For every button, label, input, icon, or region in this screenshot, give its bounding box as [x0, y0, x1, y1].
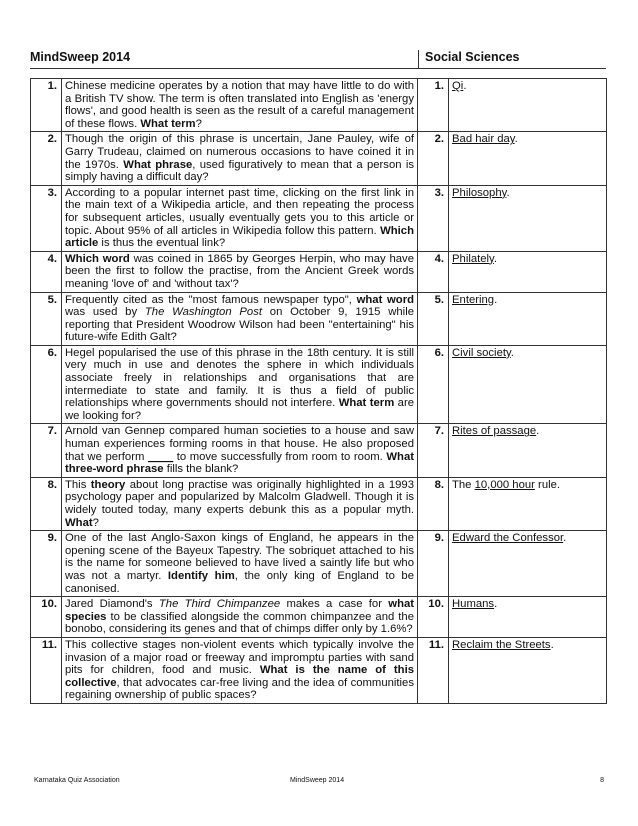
answer-number: 1. [418, 79, 449, 132]
question-text-segment: Arnold van Gennep compared human societies to a house and saw human experiences forming rooms in that house. He also proposed that we perform [65, 425, 414, 463]
question-text-segment: makes a case for [280, 598, 389, 611]
question-text-segment: on October 9, 1915 while reporting that President Woodrow Wilson had been "entertaining" his future-wife Edith Galt? [65, 306, 414, 344]
answer-cell [449, 79, 607, 132]
answer-number: 7. [418, 424, 449, 477]
answer-number: 5. [418, 292, 449, 345]
answer-suffix: . [563, 532, 567, 545]
question-row [31, 424, 607, 477]
question-text-segment: Which word [65, 252, 130, 265]
answer-text: Rites of passage [452, 425, 537, 438]
question-text-segment: According to a popular internet past time, clicking on the first link in the main text of a Wikipedia article, and then repeating the process for subsequent articles, usually eventually gets you to this article or topic. About 95% of all articles in Wikipedia follow this pattern. [65, 186, 414, 237]
answer-cell [449, 531, 607, 597]
answer-text: Edward the Confessor [452, 532, 564, 545]
question-text-segment: fills the blank? [163, 463, 239, 476]
answer-text: Qi [452, 80, 464, 92]
question-text-segment: Chinese medicine operates by a notion that may have little to do with a British TV show. The term is often translated into English as 'energy flows', and good health is seen as the result of a careful management of these flows. [65, 80, 414, 130]
question-row [31, 531, 607, 597]
answer-prefix: The [452, 478, 475, 491]
question-text [62, 597, 418, 638]
question-number: 6. [31, 345, 62, 424]
question-text-segment: , the only king of England to be canonised. [65, 569, 414, 595]
footer-event: MindSweep 2014 [290, 777, 345, 784]
answer-suffix: . [536, 425, 540, 438]
question-text [62, 292, 418, 345]
question-text-segment: ? [195, 117, 202, 130]
question-text [62, 345, 418, 424]
question-row [31, 132, 607, 185]
question-text-segment: The Third Chimpanzee [158, 598, 281, 611]
question-text-segment: Jared Diamond's [65, 598, 159, 611]
header-divider [418, 50, 419, 68]
question-row [31, 637, 607, 703]
answer-suffix: . [494, 598, 498, 611]
question-text [62, 637, 418, 703]
answer-number: 4. [418, 251, 449, 292]
answer-suffix: . [463, 80, 467, 92]
question-text-segment: ? [92, 516, 99, 529]
answer-cell [449, 597, 607, 638]
question-number: 5. [31, 292, 62, 345]
category-title: Social Sciences [425, 50, 520, 64]
question-number: 4. [31, 251, 62, 292]
question-row [31, 185, 607, 251]
question-text-segment: Identify him [167, 569, 235, 582]
question-text-segment: Though the origin of this phrase is uncertain, Jane Pauley, wife of Garry Trudeau, claimed on numerous occasions to have coined it in the 1970s. [65, 133, 414, 171]
question-text-segment: what species [65, 598, 415, 623]
question-text-segment: are we looking for? [65, 397, 414, 422]
question-number: 9. [31, 531, 62, 597]
answer-text: Humans [452, 598, 495, 611]
question-text-segment: Which article [65, 224, 414, 250]
question-row [31, 477, 607, 530]
question-row [31, 79, 607, 132]
question-text-segment: Hegel popularised the use of this phrase in the 18th century. It is still very much in use and denotes the sphere in which individuals associate freely in relationships and organisations that are intermediate to state and family. It is thus a field of public relationships where governments should not interfere. [65, 346, 414, 410]
answer-cell [449, 132, 607, 185]
question-text-segment: about long practise was originally highlighted in a 1993 psychology paper and popularized by Malcolm Gladwell. Though it is widely touted today, many experts debunk this as a popular myth. [65, 478, 414, 516]
question-text-segment: What is the name of this collective [65, 664, 414, 689]
quiz-title: MindSweep 2014 [30, 50, 131, 64]
question-text [62, 531, 418, 597]
question-text-segment: to be classified alongside the common chimpanzee and the bonobo, considering its genes and that of chimps differ only by 1.6%? [65, 610, 414, 636]
answer-suffix: . [493, 252, 498, 265]
question-text-segment: ____ [147, 450, 174, 463]
question-text-segment: was used by [65, 306, 145, 319]
answer-cell [449, 637, 607, 703]
answer-text: Bad hair day [452, 133, 515, 146]
answer-text: Entering [452, 293, 495, 306]
question-text-segment: theory [90, 478, 126, 491]
question-text-segment: , used figuratively to mean that a person is simply having a difficult day? [65, 158, 415, 184]
question-row [31, 597, 607, 638]
question-text-segment: What [65, 516, 93, 529]
answer-number: 8. [418, 477, 449, 530]
answer-cell [449, 292, 607, 345]
answer-number: 10. [418, 597, 449, 638]
question-row [31, 345, 607, 424]
question-number: 10. [31, 597, 62, 638]
answer-cell [449, 345, 607, 424]
question-text-segment: what word [356, 293, 414, 306]
answer-number: 3. [418, 185, 449, 251]
answer-cell [449, 185, 607, 251]
answer-cell [449, 477, 607, 530]
question-text-segment: What term [338, 397, 395, 410]
answer-suffix: . [514, 133, 518, 146]
question-text-segment: One of the last Anglo-Saxon kings of England, he appears in the opening scene of the Bayeux Tapestry. The sobriquet attached to his is the name for someone believed to have lived a saintly life but who was not a martyr. [65, 532, 414, 582]
question-number: 2. [31, 132, 62, 185]
question-number: 1. [31, 79, 62, 132]
question-text-segment: , that advocates car-free living and the idea of communities regaining ownership of public spaces? [65, 676, 414, 702]
answer-text: Reclaim the Streets [452, 638, 551, 651]
question-text-segment: What phrase [123, 158, 193, 171]
answer-number: 9. [418, 531, 449, 597]
question-text [62, 477, 418, 530]
question-table [30, 78, 607, 704]
answer-suffix: . [506, 186, 510, 199]
question-text [62, 185, 418, 251]
answer-text: Philately [452, 252, 494, 265]
answer-text: 10,000 hour [474, 478, 535, 491]
question-text [62, 424, 418, 477]
answer-cell [449, 424, 607, 477]
answer-suffix: rule. [534, 478, 561, 491]
question-text [62, 79, 418, 132]
answer-number: 11. [418, 637, 449, 703]
question-text-segment: The Washington Post [144, 306, 262, 319]
question-text-segment: What term [140, 117, 196, 130]
question-number: 7. [31, 424, 62, 477]
question-text-segment: to move successfully from room to room. [173, 450, 387, 463]
question-text [62, 251, 418, 292]
answer-suffix: . [550, 638, 554, 651]
answer-cell [449, 251, 607, 292]
footer-page-number: 8 [600, 777, 604, 784]
question-text-segment: This [65, 478, 91, 491]
footer-organization: Karnataka Quiz Association [34, 777, 120, 784]
answer-text: Philosophy [452, 186, 507, 199]
question-text-segment: What three-word phrase [65, 450, 414, 476]
answer-suffix: . [494, 293, 498, 306]
answer-text: Civil society [452, 346, 511, 359]
question-row [31, 292, 607, 345]
page-header [30, 50, 606, 69]
question-text-segment: was coined in 1865 by Georges Herpin, who may have been the first to follow the practise, from the Ancient Greek words meaning 'love of' and 'without tax'? [65, 252, 414, 290]
question-row [31, 251, 607, 292]
question-number: 3. [31, 185, 62, 251]
question-text-segment: Frequently cited as the "most famous newspaper typo", [65, 293, 357, 306]
question-text [62, 132, 418, 185]
answer-number: 6. [418, 345, 449, 424]
question-text-segment: This collective stages non-violent events which typically involve the invasion of a major road or freeway and impromptu parties with sand pits for children, food and music. [65, 638, 414, 677]
question-number: 8. [31, 477, 62, 530]
question-number: 11. [31, 637, 62, 703]
answer-suffix: . [510, 346, 514, 359]
answer-number: 2. [418, 132, 449, 185]
question-text-segment: is thus the eventual link? [98, 237, 226, 250]
